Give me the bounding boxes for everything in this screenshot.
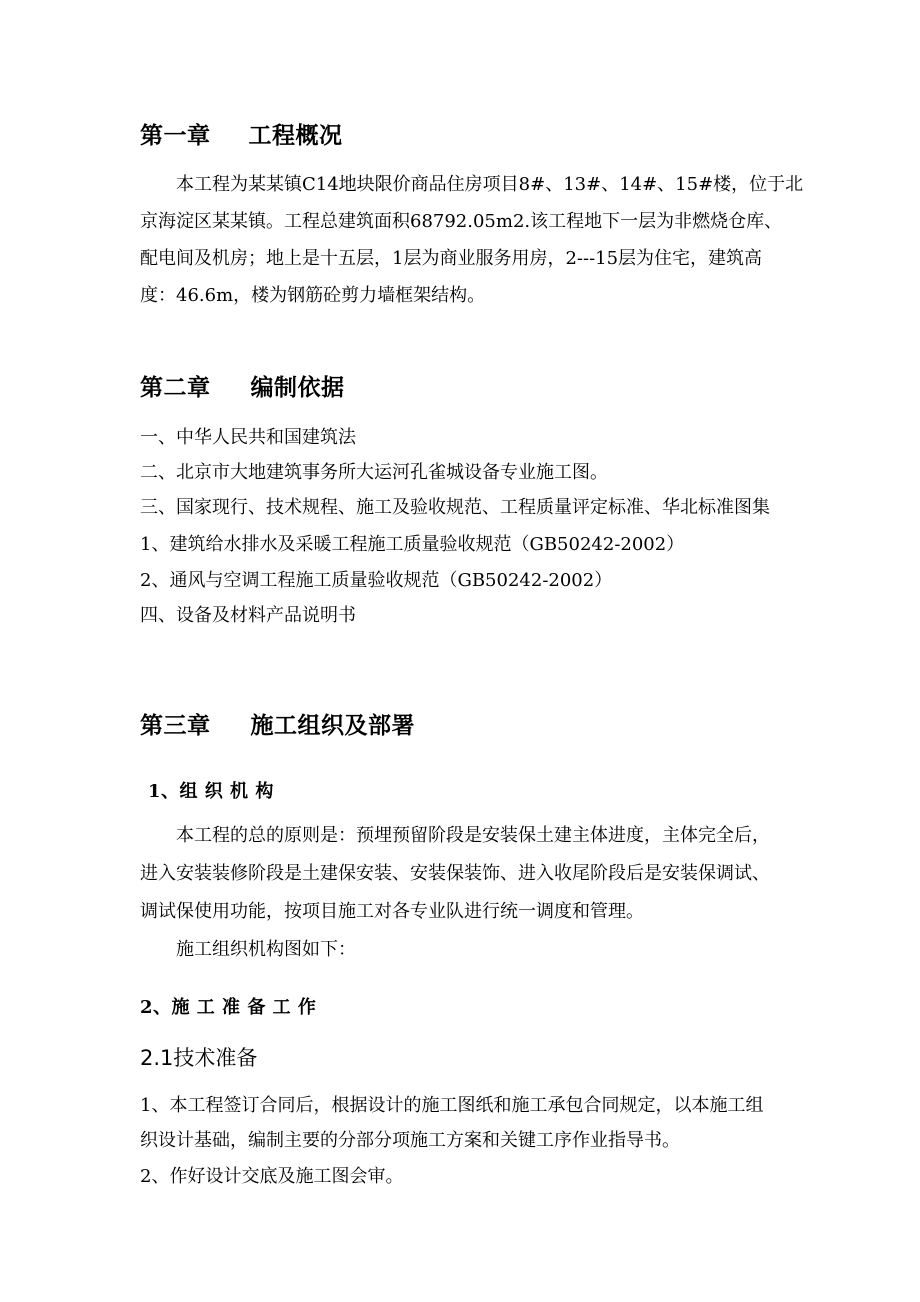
basis-item: 1、建筑给水排水及采暖工程施工质量验收规范（GB50242-2002） (140, 534, 685, 555)
preparation-item: 织设计基础，编制主要的分部分项施工方案和关键工序作业指导书。 (140, 1130, 680, 1151)
chapter-1-text: 工程概况 (248, 122, 343, 149)
basis-item: 三、国家现行、技术规程、施工及验收规范、工程质量评定标准、华北标准图集 (140, 497, 770, 518)
chapter-1-paragraph-line: 京海淀区某某镇。工程总建筑面积68792.05m2.该工程地下一层为非燃烧仓库、 (140, 211, 783, 232)
basis-item: 二、北京市大地建筑事务所大运河孔雀城设备专业施工图。 (140, 462, 608, 483)
section-2-1-heading: 2.1技术准备 (140, 1046, 258, 1070)
chapter-3-title (140, 710, 415, 742)
section-2-heading: 2、施 工 准 备 工 作 (140, 997, 317, 1018)
chapter-1-number: 第一章 (140, 122, 211, 149)
section-1-paragraph-line: 本工程的总的原则是：预埋预留阶段是安装保土建主体进度，主体完全后， (176, 825, 770, 846)
preparation-item: 1、本工程签订合同后，根据设计的施工图纸和施工承包合同规定，以本施工组 (140, 1095, 764, 1116)
section-1-heading: 1、组 织 机 构 (148, 781, 274, 802)
chapter-3-number: 第三章 (140, 712, 211, 739)
chapter-1-paragraph-line: 本工程为某某镇C14地块限价商品住房项目8#、13#、14#、15#楼，位于北 (176, 174, 804, 195)
section-1-paragraph-line: 调试保使用功能，按项目施工对各专业队进行统一调度和管理。 (140, 901, 644, 922)
chapter-1-paragraph-line: 度：46.6m，楼为钢筋砼剪力墙框架结构。 (140, 285, 486, 306)
basis-item: 四、设备及材料产品说明书 (140, 605, 356, 626)
basis-item: 2、通风与空调工程施工质量验收规范（GB50242-2002） (140, 570, 613, 591)
section-1-note: 施工组织机构图如下： (176, 939, 356, 960)
chapter-1-title (140, 120, 343, 152)
chapter-2-text: 编制依据 (250, 374, 345, 401)
chapter-3-text: 施工组织及部署 (250, 712, 415, 739)
preparation-item: 2、作好设计交底及施工图会审。 (140, 1166, 404, 1187)
chapter-1-paragraph-line: 配电间及机房；地上是十五层，1层为商业服务用房，2---15层为住宅，建筑高 (140, 248, 763, 269)
section-1-paragraph-line: 进入安装装修阶段是土建保安装、安装保装饰、进入收尾阶段后是安装保调试、 (140, 863, 770, 884)
chapter-2-number: 第二章 (140, 374, 211, 401)
basis-item: 一、中华人民共和国建筑法 (140, 427, 356, 448)
chapter-2-title (140, 372, 345, 404)
